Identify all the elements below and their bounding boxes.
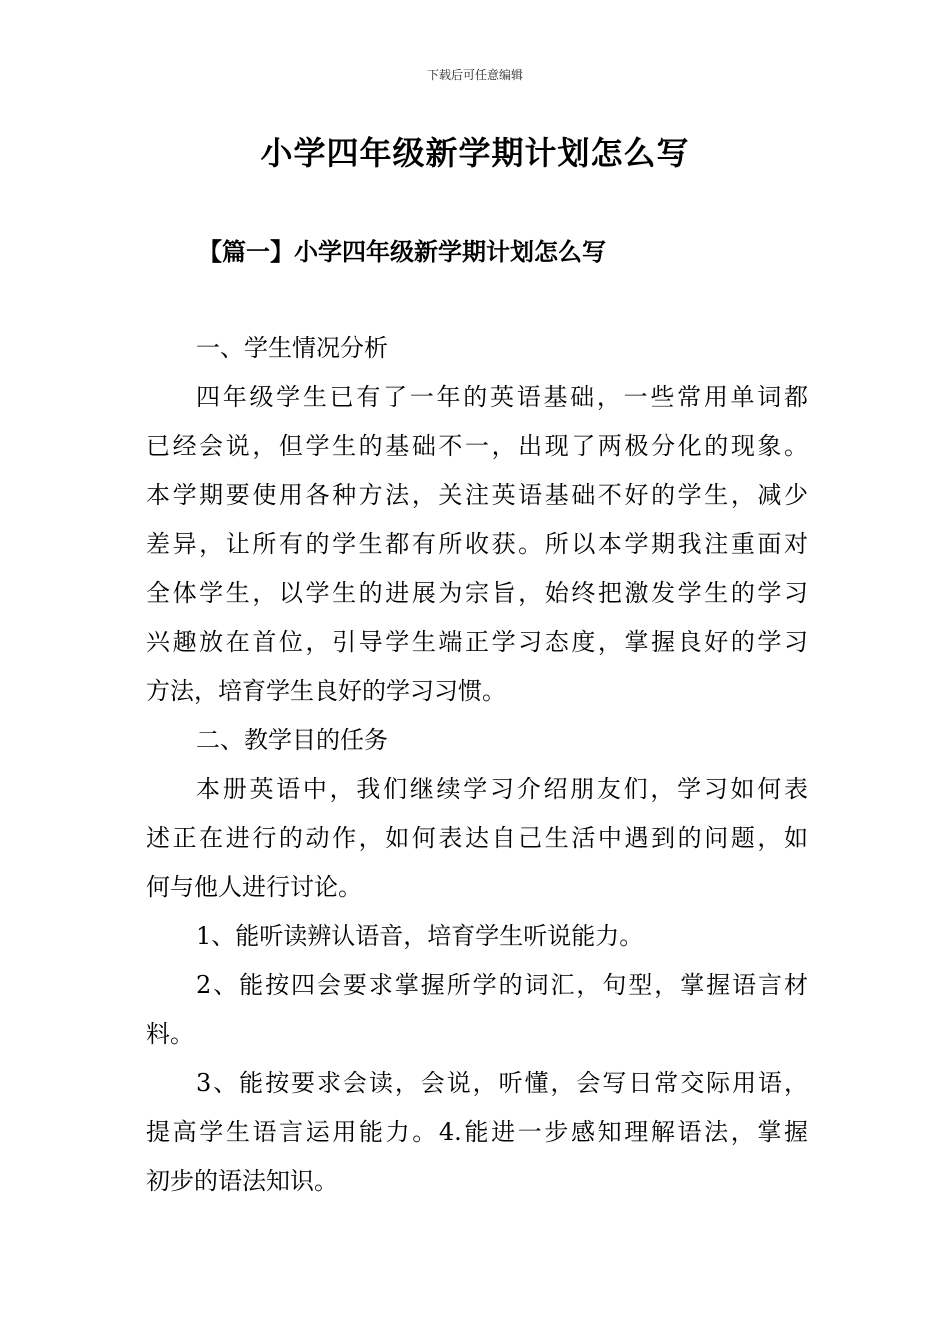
text-line: 1、能听读辨认语音，培育学生听说能力。 [196, 922, 644, 950]
text-line: 料。 [146, 1020, 194, 1048]
text-line: 本册英语中，我们继续学习介绍朋友们，学习如何表 [196, 775, 808, 803]
text-line: 提高学生语言运用能力。4.能进一步感知理解语法，掌握 [146, 1118, 808, 1146]
text-line: 2、能按四会要求掌握所学的词汇，句型，掌握语言材 [196, 971, 808, 999]
text-line: 二、教学目的任务 [196, 726, 388, 754]
document-body [146, 324, 808, 1206]
text-line: 本学期要使用各种方法，关注英语基础不好的学生，减少 [146, 481, 808, 509]
text-line: 述正在进行的动作，如何表达自己生活中遇到的问题，如 [146, 824, 808, 852]
text-line: 全体学生，以学生的进展为宗旨，始终把激发学生的学习 [146, 579, 808, 607]
section-title: 【篇一】小学四年级新学期计划怎么写 [198, 237, 606, 266]
header-note: 下载后可任意编辑 [426, 68, 523, 82]
text-line: 方法，培育学生良好的学习习惯。 [146, 677, 506, 705]
text-line: 3、能按要求会读，会说，听懂，会写日常交际用语， [196, 1069, 808, 1097]
text-line: 初步的语法知识。 [146, 1167, 338, 1195]
document-title: 小学四年级新学期计划怎么写 [260, 134, 690, 172]
text-line: 已经会说，但学生的基础不一，出现了两极分化的现象。 [146, 432, 808, 460]
text-line: 四年级学生已有了一年的英语基础，一些常用单词都 [196, 383, 808, 411]
text-line: 一、学生情况分析 [196, 334, 388, 362]
text-line: 何与他人进行讨论。 [146, 873, 362, 901]
text-line: 差异，让所有的学生都有所收获。所以本学期我注重面对 [146, 530, 808, 558]
text-line: 兴趣放在首位，引导学生端正学习态度，掌握良好的学习 [146, 628, 808, 656]
